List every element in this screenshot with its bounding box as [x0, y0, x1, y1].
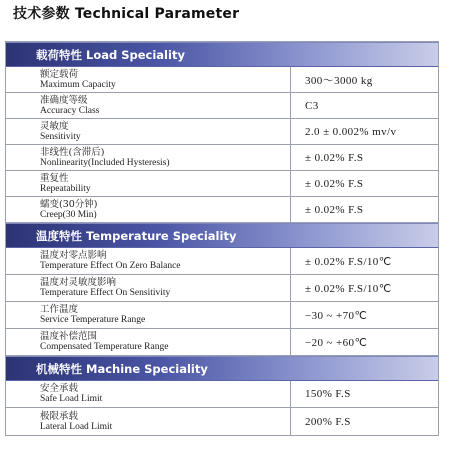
label-cn: 安全承载 [40, 383, 79, 394]
table-row [6, 67, 438, 93]
table-row [6, 248, 438, 275]
row-value: ± 0.02% F.S/10℃ [305, 282, 392, 295]
label-cn: 工作温度 [40, 304, 79, 315]
page-title: 技术参数 Technical Parameter [13, 6, 240, 22]
label-en: Maximum Capacity [40, 79, 116, 90]
row-value: ± 0.02% F.S [305, 177, 364, 190]
row-value: ± 0.02% F.S/10℃ [305, 255, 392, 268]
row-label [6, 248, 291, 274]
table-row [6, 381, 438, 408]
label-cn: 温度对零点影响 [40, 250, 107, 261]
label-en: Accuracy Class [40, 105, 100, 116]
row-value: 2.0 ± 0.002% mv/v [305, 125, 397, 138]
table-row [6, 197, 438, 223]
label-cn: 非线性(含滞后) [40, 146, 105, 158]
row-label [6, 67, 291, 92]
row-value: 200% F.S [305, 415, 351, 428]
table-row [6, 329, 438, 356]
section-header-temperature: 温度特性 Temperature Speciality [6, 223, 438, 248]
label-en: Temperature Effect On Zero Balance [40, 261, 181, 271]
row-value: −20 ~ +60℃ [305, 336, 368, 349]
row-label [6, 119, 291, 144]
label-en: Temperature Effect On Sensitivity [40, 288, 171, 298]
row-value: 150% F.S [305, 388, 351, 400]
label-en: Repeatability [40, 183, 91, 194]
row-value: ± 0.02% F.S [305, 151, 364, 164]
row-label [6, 171, 291, 196]
label-cn: 极限承载 [40, 410, 79, 422]
row-label [6, 275, 291, 301]
label-en: Compensated Temperature Range [40, 342, 169, 352]
table-row [6, 93, 438, 119]
table-row [6, 275, 438, 302]
section-header-machine: 机械特性 Machine Speciality [6, 356, 438, 381]
row-label [6, 197, 291, 222]
row-label [6, 381, 291, 407]
row-value: −30 ~ +70℃ [305, 309, 368, 322]
label-en: Sensitivity [40, 131, 81, 142]
table-row [6, 145, 438, 171]
label-en: Lateral Load Limit [40, 421, 113, 432]
table-row [6, 119, 438, 145]
label-cn: 重复性 [40, 172, 69, 184]
row-label [6, 408, 291, 435]
label-cn: 温度补偿范围 [40, 331, 98, 342]
row-label [6, 329, 291, 355]
table-row [6, 302, 438, 329]
row-value: C3 [305, 99, 319, 112]
table-row [6, 171, 438, 197]
label-cn: 准确度等级 [40, 94, 88, 106]
label-cn: 温度对灵敏度影响 [40, 277, 117, 288]
label-cn: 灵敏度 [40, 120, 69, 132]
row-label [6, 145, 291, 170]
label-en: Safe Load Limit [40, 394, 103, 404]
row-value: 300～3000 kg [305, 74, 373, 87]
label-en: Nonlinearity(Included Hysteresis) [40, 157, 170, 168]
label-cn: 额定载荷 [40, 68, 79, 80]
label-en: Service Temperature Range [40, 315, 146, 325]
label-en: Creep(30 Min) [40, 209, 97, 220]
label-cn: 蠕变(30分钟) [40, 198, 98, 210]
spec-table [5, 41, 439, 436]
table-row [6, 408, 438, 435]
row-label [6, 93, 291, 118]
section-header-load: 载荷特性 Load Speciality [6, 42, 438, 67]
row-value: ± 0.02% F.S [305, 203, 364, 216]
row-label [6, 302, 291, 328]
